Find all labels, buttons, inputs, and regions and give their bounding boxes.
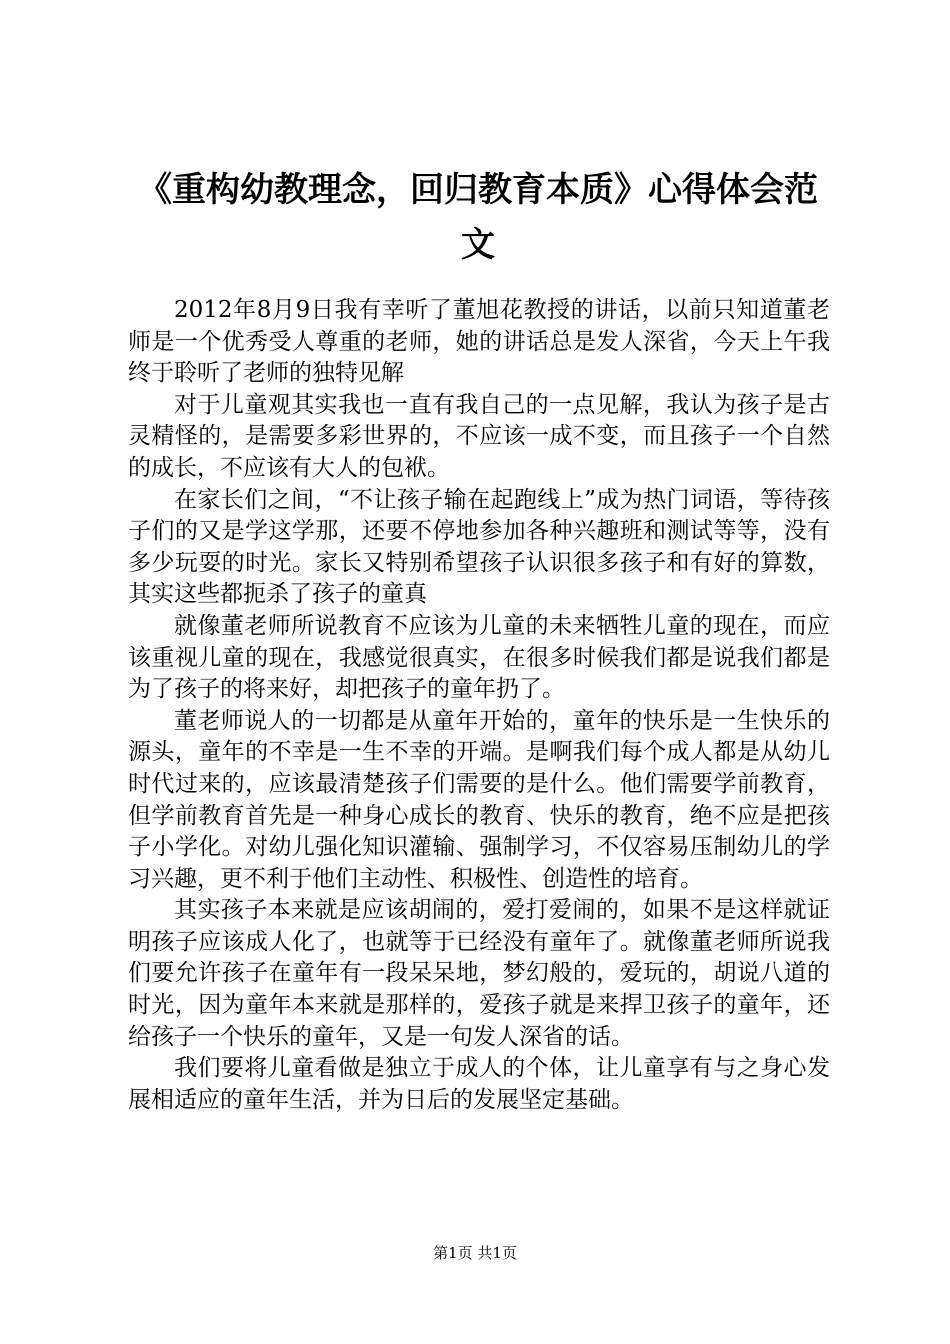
paragraph: 我们要将儿童看做是独立于成人的个体，让儿童享有与之身心发展相适应的童年生活，并为日后的发展坚定基础。 — [128, 1055, 830, 1113]
page-footer: 第1页 共1页 — [433, 1244, 517, 1262]
paragraph: 其实孩子本来就是应该胡闹的，爱打爱闹的，如果不是这样就证明孩子应该成人化了，也就等于已经没有童年了。就像董老师所说我们要允许孩子在童年有一段呆呆地，梦幻般的，爱玩的，胡说八道的时光，因为童年本来就是那样的，爱孩子就是来捍卫孩子的童年，还给孩子一个快乐的童年，又是一句发人深省的话。 — [128, 897, 830, 1050]
paragraph: 2012年8月9日我有幸听了董旭花教授的讲话，以前只知道董老师是一个优秀受人尊重的老师，她的讲话总是发人深省，今天上午我终于聆听了老师的独特见解 — [128, 297, 830, 387]
document-body — [128, 295, 830, 1116]
paragraph: 董老师说人的一切都是从童年开始的，童年的快乐是一生快乐的源头，童年的不幸是一生不幸的开端。是啊我们每个成人都是从幼儿时代过来的，应该最清楚孩子们需要的是什么。他们需要学前教育，但学前教育首先是一种身心成长的教育、快乐的教育，绝不应是把孩子小学化。对幼儿强化知识灌输、强制学习，不仅容易压制幼儿的学习兴趣，更不利于他们主动性、积极性、创造性的培育。 — [128, 707, 830, 892]
paragraph: 就像董老师所说教育不应该为儿童的未来牺牲儿童的现在，而应该重视儿童的现在，我感觉很真实，在很多时候我们都是说我们都是为了孩子的将来好，却把孩子的童年扔了。 — [128, 612, 830, 703]
document-title: 《重构幼教理念，回归教育本质》心得体会范文 — [138, 170, 818, 265]
paragraph: 对于儿童观其实我也一直有我自己的一点见解，我认为孩子是古灵精怪的，是需要多彩世界的，不应该一成不变，而且孩子一个自然的成长，不应该有大人的包袱。 — [128, 391, 830, 481]
paragraph: 在家长们之间，“不让孩子输在起跑线上”成为热门词语，等待孩子们的又是学这学那，还要不停地参加各种兴趣班和测试等等，没有多少玩耍的时光。家长又特别希望孩子认识很多孩子和有好的算数，其实这些都扼杀了孩子的童真 — [128, 486, 830, 608]
